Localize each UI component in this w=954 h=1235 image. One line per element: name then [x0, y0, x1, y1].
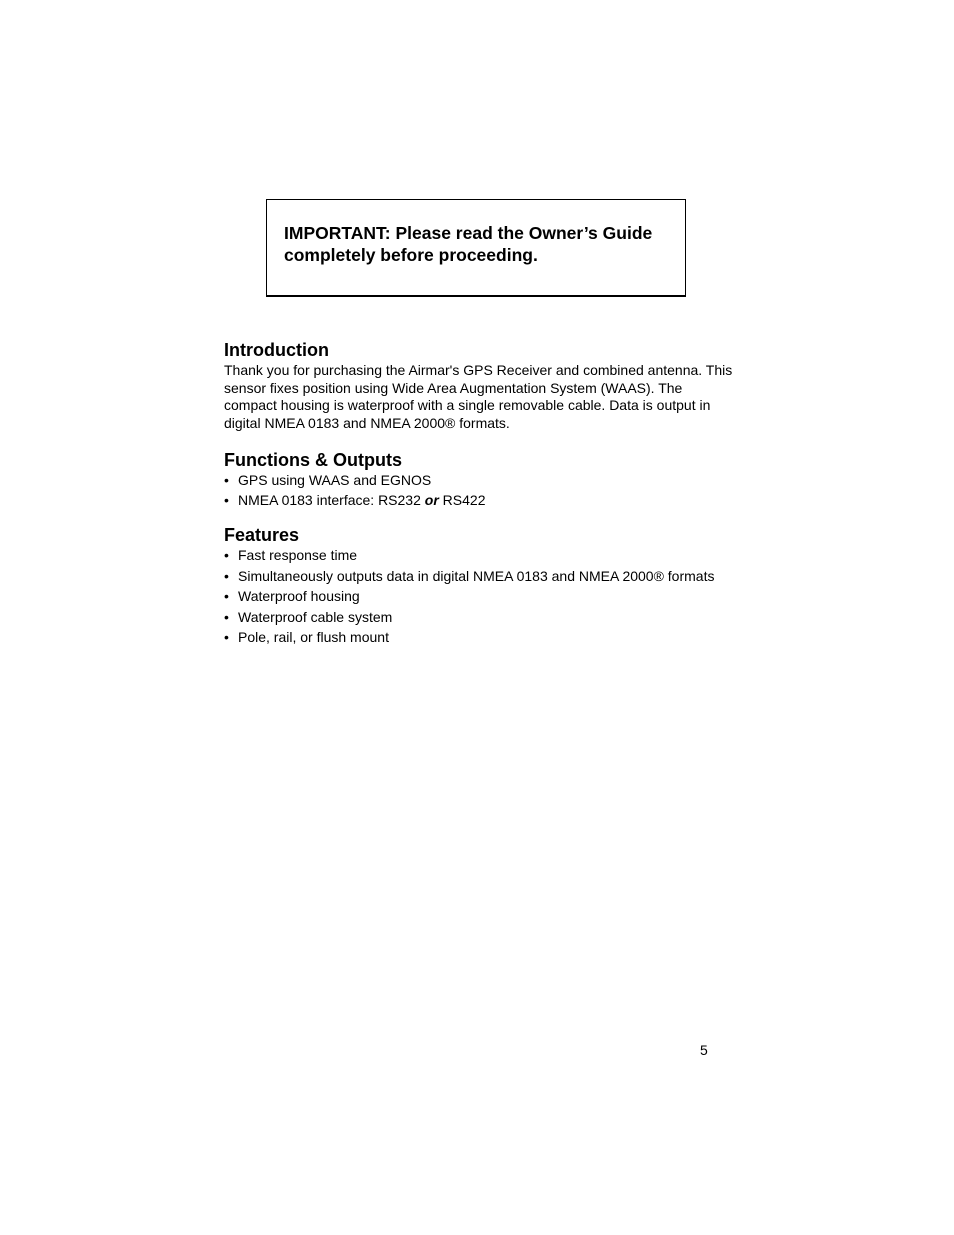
introduction-section: [224, 338, 734, 432]
introduction-heading: Introduction: [224, 340, 329, 360]
page-content: [224, 338, 734, 649]
features-section: [224, 523, 734, 646]
features-list: [224, 547, 734, 646]
bullet-icon: •: [224, 608, 229, 625]
functions-section: [224, 448, 734, 509]
list-item: [224, 547, 734, 564]
bullet-icon: •: [224, 472, 229, 488]
bullet-icon: •: [224, 567, 229, 584]
page-number: 5: [700, 1042, 708, 1058]
important-notice-box: [266, 199, 686, 297]
functions-list: [224, 472, 734, 509]
list-item-text-start: NMEA 0183 interface: RS232: [238, 492, 425, 509]
bullet-icon: •: [224, 628, 229, 645]
important-notice-text: IMPORTANT: Please read the Owner’s Guide completely before proceeding.: [284, 223, 653, 265]
list-item-text: GPS using WAAS and EGNOS: [238, 472, 432, 488]
list-item-text: Simultaneously outputs data in digital NMEA 0183 and NMEA 2000® formats: [238, 567, 715, 584]
list-item: [224, 472, 734, 489]
bullet-icon: •: [224, 492, 229, 509]
introduction-body: Thank you for purchasing the Airmar's GPS Receiver and combined antenna. This sensor fixes position using Wide Area Augmentation System (WAAS). The compact housing is waterproof with a single removable cable. Data is output in digital NMEA 0183 and NMEA 2000® formats.: [224, 362, 733, 431]
list-item: [224, 609, 734, 626]
bullet-icon: •: [224, 588, 229, 605]
list-item: [224, 588, 734, 605]
list-item-text: Fast response time: [238, 547, 358, 564]
features-heading: Features: [224, 525, 300, 546]
list-item-text-end: RS422: [438, 492, 486, 509]
list-item-text: Pole, rail, or flush mount: [238, 628, 389, 645]
list-item-text: Waterproof cable system: [238, 608, 393, 625]
list-item: [224, 492, 734, 509]
functions-heading: Functions & Outputs: [224, 450, 402, 470]
bullet-icon: •: [224, 547, 229, 564]
list-item: [224, 568, 734, 585]
list-item-text: Waterproof housing: [238, 588, 360, 605]
list-item: [224, 629, 734, 646]
emphasis-text: or: [424, 492, 439, 509]
